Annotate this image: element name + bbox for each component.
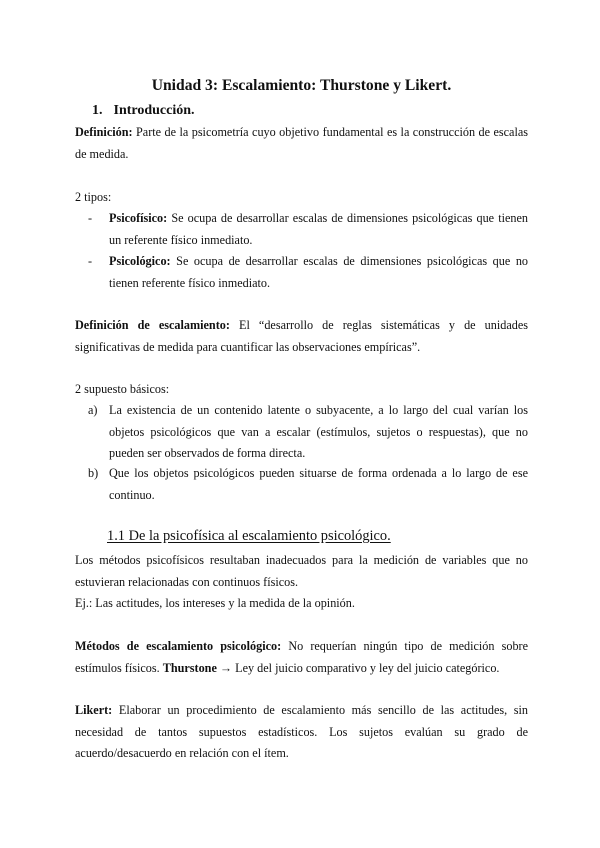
assumption-text-b: Que los objetos psicológicos pueden situarse de forma ordenada a lo largo de ese continuo.: [109, 466, 528, 502]
scaling-definition-paragraph: [75, 315, 528, 358]
list-item-assumption-a: [88, 400, 528, 465]
list-item-psicologico: [88, 251, 528, 294]
scaling-methods-label: Métodos de escalamiento psicológico:: [75, 639, 282, 653]
list-marker: -: [88, 211, 93, 225]
definition-paragraph: [75, 122, 528, 165]
section-title: Introducción.: [113, 103, 195, 118]
type-text-psicofisico: Se ocupa de desarrollar escalas de dimensiones psicológicas que tienen un referente físico inmediato.: [109, 211, 529, 247]
likert-label: Likert:: [75, 703, 113, 717]
scaling-methods-text: No requerían ningún tipo de medición sobre estímulos físicos.: [75, 639, 529, 675]
type-label-psicologico: Psicológico:: [109, 254, 171, 268]
thurstone-label: Thurstone: [162, 660, 217, 675]
page-title: Unidad 3: Escalamiento: Thurstone y Likert.: [151, 77, 452, 94]
assumption-text-a: La existencia de un contenido latente o subyacente, a lo largo del cual varían los objetos psicológicos que van a escalar (estímulos, sujetos o respuestas), que no pueden ser observados de forma directa.: [109, 403, 528, 460]
psychophysical-methods-example: Ej.: Las actitudes, los intereses y la medida de la opinión.: [75, 596, 355, 610]
definition-label: Definición:: [75, 125, 133, 139]
list-item-assumption-b: [88, 463, 528, 506]
likert-text: Elaborar un procedimiento de escalamiento más sencillo de las actitudes, sin necesidad de tantos supuestos estadísticos. Los sujetos evalúan su grado de acuerdo/desacuerdo en relación con el ítem.: [75, 703, 529, 760]
section-number: 1.: [92, 103, 103, 118]
scaling-methods-paragraph: [75, 636, 528, 679]
section-heading-introduccion: [92, 101, 195, 121]
thurstone-text: Ley del juicio comparativo y ley del juicio categórico.: [235, 660, 500, 675]
likert-paragraph: [75, 700, 528, 765]
list-marker: b): [88, 466, 99, 480]
assumptions-intro: 2 supuesto básicos:: [75, 382, 170, 396]
list-item-psicofisico: [88, 208, 528, 251]
list-marker: a): [88, 403, 98, 417]
psychophysical-methods-text: Los métodos psicofísicos resultaban inadecuados para la medición de variables que no estuvieran relacionadas con continuos físicos.: [75, 553, 528, 589]
scaling-definition-text: El “desarrollo de reglas sistemáticas y de unidades significativas de medida para cuantificar las observaciones empíricas”.: [75, 318, 529, 354]
type-text-psicologico: Se ocupa de desarrollar escalas de dimensiones psicológicas que no tienen referente físico inmediato.: [109, 254, 529, 290]
scaling-definition-label: Definición de escalamiento:: [75, 318, 230, 332]
types-intro: 2 tipos:: [75, 190, 112, 204]
list-marker: -: [88, 254, 93, 268]
psychophysical-methods-paragraph: [75, 550, 528, 615]
type-label-psicofisico: Psicofísico:: [109, 211, 168, 225]
arrow-icon: →: [219, 660, 233, 675]
subsection-heading: 1.1 De la psicofísica al escalamiento psicológico.: [107, 528, 391, 544]
definition-text: Parte de la psicometría cuyo objetivo fundamental es la construcción de escalas de medida.: [75, 125, 529, 161]
